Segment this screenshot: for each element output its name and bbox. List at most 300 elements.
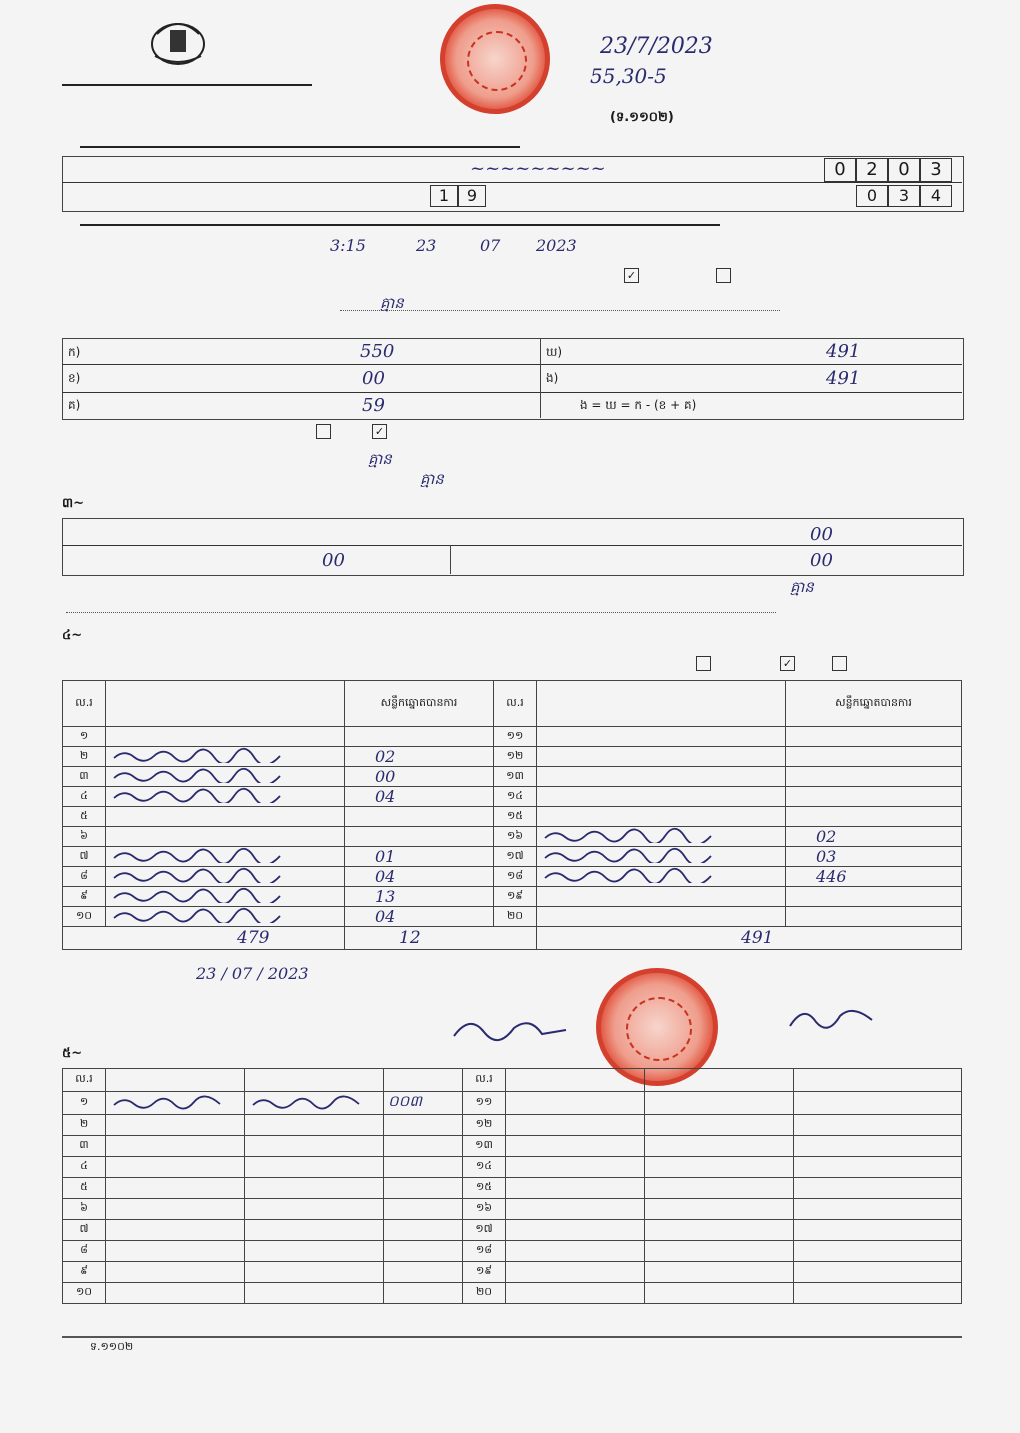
emblem-icon [145,14,211,68]
votes-left [345,827,494,847]
party-name-left [106,727,345,747]
row-no-left-text: ៤ [80,788,88,802]
row-no-left-text: ១០ [75,908,93,922]
section2-note2: គ្មាន [368,450,392,468]
commune-number-boxes [856,185,952,207]
party-name-left [106,747,345,767]
witness-sign-right [794,1092,962,1115]
row-no-left [63,747,106,767]
checkbox-different [716,268,731,283]
count-year: 2023 [536,236,577,255]
witness-no-left [63,1199,106,1220]
witness-no-left-text: ១ [79,1095,89,1108]
checkbox-same: ✓ [624,268,639,283]
witness-sign-right [794,1157,962,1178]
section3-value-2: 00 [322,550,345,571]
witness-sign-left [384,1157,463,1178]
witness-no-right [463,1241,506,1262]
station-digit: 0 [824,158,856,182]
total-invalid-value: 12 [399,928,421,948]
row-no-right-text: ១១ [506,728,524,742]
witness-name-right [506,1157,645,1178]
party-name-right [537,747,786,767]
witness-name-right [506,1178,645,1199]
station-digit: 0 [888,158,920,182]
votes-left [345,807,494,827]
row-no-right [494,847,537,867]
party-name-right [537,827,786,847]
count-b-value: 00 [362,368,385,389]
row-no-right [494,887,537,907]
witness-party-right [645,1262,794,1283]
party-name-left [106,827,345,847]
votes-right-text: 02 [816,827,837,846]
witness-no-right-text: ១៣ [475,1138,493,1151]
row-no-left-text: ៣ [79,768,89,782]
witness-name-left [106,1157,245,1178]
votes-left-text: 00 [375,767,396,786]
witness-sign-left [384,1283,463,1304]
witness-sign-right [794,1262,962,1283]
witness-no-right [463,1157,506,1178]
witness-no-right [463,1115,506,1136]
party-name-right [537,847,786,867]
witness-sign-left [384,1092,463,1115]
witness-party-right [645,1157,794,1178]
witness-name-right [506,1262,645,1283]
handwritten-party-name [110,787,290,803]
votes-left-text: 01 [375,847,396,866]
row-no-right [494,787,537,807]
votes-left [345,907,494,927]
witness-col-party-left [245,1069,384,1092]
counts-row-divider [62,392,962,393]
row-no-left [63,807,106,827]
footer-code: ទ.១១០២ [90,1340,134,1353]
witness-party-left [245,1178,384,1199]
section4-number: ៤~ [62,628,83,643]
witness-sign-right [794,1136,962,1157]
witness-party-left [245,1136,384,1157]
row-no-left-text: ២ [79,748,89,762]
section5-number: ៥~ [62,1046,83,1061]
form-code: (ទ.១១០២) [610,110,674,125]
witness-col-no-right: ល.រ [463,1069,506,1092]
handwritten-party-name [110,747,290,763]
votes-left-text: 13 [375,887,396,906]
section2-note3: គ្មាន [420,470,444,488]
witness-no-right-text: ១២ [475,1117,493,1130]
row-no-right-text: ២០ [506,908,524,922]
row-no-right [494,747,537,767]
votes-right [786,867,962,887]
witness-no-right [463,1220,506,1241]
witness-sign-left [384,1199,463,1220]
count-c-label: គ) [68,398,81,412]
row-no-left [63,867,106,887]
commune-digit: 0 [856,185,888,207]
row-no-right [494,727,537,747]
witness-sign-left [384,1178,463,1199]
witness-no-left-text: ២ [79,1117,89,1130]
row-no-left [63,767,106,787]
table-row [63,867,962,887]
section3-col-divider [450,545,451,574]
table-row [63,767,962,787]
witness-no-right [463,1178,506,1199]
witness-party-left [245,1199,384,1220]
count-a-value: 550 [360,341,395,362]
witness-party-right [645,1092,794,1115]
handwritten-party-name [110,847,290,863]
col-party-left [106,681,345,727]
row-no-left-text: ៨ [80,868,88,882]
col-no-right: ល.រ [494,681,537,727]
row-no-right-text: ១៤ [506,788,524,802]
witness-no-right [463,1283,506,1304]
checkbox-three-sheets [832,656,847,671]
province-digit: 1 [430,185,458,207]
party-name-left [106,847,345,867]
section3-note: គ្មាន [790,578,814,596]
total-valid-value: 479 [237,928,270,948]
witness-name-left [106,1241,245,1262]
witness-no-right-text: ១១ [475,1095,493,1108]
votes-left [345,727,494,747]
votes-right [786,727,962,747]
witness-row [63,1178,962,1199]
witness-row [63,1199,962,1220]
col-votes-right: សន្លឹកឆ្នោតបានការ [786,681,962,727]
witness-no-left [63,1178,106,1199]
table-row [63,747,962,767]
witness-col-party-right [645,1069,794,1092]
votes-left [345,887,494,907]
witness-sign-right [794,1115,962,1136]
votes-left-text: 04 [375,867,396,886]
row-no-right [494,807,537,827]
witness-col-sign-left [384,1069,463,1092]
party-votes-table [62,680,962,950]
count-b-label: ខ) [68,371,81,385]
handwritten-party-name [110,887,290,903]
header-title-line [62,84,312,86]
row-no-left-text: ៦ [80,828,88,842]
witness-party-left [245,1092,384,1115]
witness-col-no-left: ល.រ [63,1069,106,1092]
witness-name-right [506,1199,645,1220]
count-d-label: ឃ) [546,345,563,359]
col-no-left: ល.រ [63,681,106,727]
signature-chair [450,1010,570,1046]
commune-digit: 4 [920,185,952,207]
witness-no-left [63,1241,106,1262]
handwritten-ref: 55,30-5 [590,64,667,88]
handwritten-party-name [541,847,721,863]
commune-digit: 3 [888,185,920,207]
party-name-right [537,887,786,907]
party-name-left [106,887,345,907]
witness-sign-left [384,1115,463,1136]
row-no-right [494,767,537,787]
table-row [63,907,962,927]
witness-sign-right [794,1220,962,1241]
witness-name-left [106,1283,245,1304]
witness-name-right [506,1136,645,1157]
witness-no-right-text: ២០ [475,1285,493,1298]
party-name-right [537,867,786,887]
party-name-right [537,807,786,827]
witness-sign-right [794,1241,962,1262]
witness-row [63,1241,962,1262]
witness-party-right [645,1136,794,1157]
votes-left-text: 04 [375,907,396,926]
province-digit: 9 [458,185,486,207]
handwritten-entry [110,1094,230,1110]
row-no-left [63,827,106,847]
votes-right [786,907,962,927]
section3-value-1: 00 [810,524,833,545]
witness-no-right [463,1262,506,1283]
row-no-left [63,887,106,907]
witness-sign-left-text: ០០៣ [388,1092,423,1110]
row-no-left-text: ៧ [79,848,89,862]
witness-name-left [106,1199,245,1220]
handwritten-entry [249,1094,369,1110]
party-name-left [106,807,345,827]
handwritten-party-name [110,867,290,883]
counts-row-divider [62,364,962,365]
province-number-boxes [430,185,486,207]
witness-party-right [645,1220,794,1241]
witness-no-left-text: ៩ [80,1264,88,1277]
checkbox-two-sheets: ✓ [780,656,795,671]
witness-no-right-text: ១៥ [475,1180,493,1193]
witness-party-left [245,1241,384,1262]
table-row [63,827,962,847]
witness-no-left [63,1157,106,1178]
witness-no-left-text: ៧ [79,1222,89,1235]
section2-note: គ្មាន [380,294,404,312]
col-party-right [537,681,786,727]
witness-table [62,1068,962,1304]
signature-secretary [786,1002,876,1038]
votes-left [345,747,494,767]
witness-row [63,1283,962,1304]
witness-name-right [506,1220,645,1241]
witness-no-right-text: ១៦ [475,1201,493,1214]
witness-row [63,1262,962,1283]
votes-left [345,767,494,787]
table-row [63,727,962,747]
witness-no-right [463,1092,506,1115]
handwritten-date: 23/7/2023 [600,34,713,59]
table-row [63,887,962,907]
witness-party-left [245,1220,384,1241]
witness-party-left [245,1115,384,1136]
witness-name-right [506,1283,645,1304]
witness-party-left [245,1157,384,1178]
count-month: 07 [480,236,501,255]
count-c-value: 59 [362,395,385,416]
witness-row [63,1220,962,1241]
witness-sign-right [794,1283,962,1304]
witness-party-left [245,1262,384,1283]
witness-col-name-right [506,1069,645,1092]
witness-row [63,1157,962,1178]
witness-sign-right [794,1199,962,1220]
party-name-right [537,907,786,927]
party-name-right [537,767,786,787]
witness-row [63,1115,962,1136]
witness-row [63,1136,962,1157]
witness-no-right-text: ១៤ [475,1159,493,1172]
votes-right-text: 446 [816,867,847,886]
witness-name-left [106,1115,245,1136]
votes-left [345,787,494,807]
votes-right [786,747,962,767]
witness-name-left [106,1136,245,1157]
section3-value-3: 00 [810,550,833,571]
section1-heading-line [80,146,520,148]
witness-name-right [506,1115,645,1136]
handwritten-party-name [541,827,721,843]
witness-sign-left [384,1262,463,1283]
witness-sign-left [384,1241,463,1262]
votes-left [345,847,494,867]
count-time: 3:15 [330,236,366,255]
count-e-value: 491 [826,368,861,389]
row-no-left [63,907,106,927]
witness-no-right [463,1199,506,1220]
section2-heading-line [80,224,720,226]
table-row [63,807,962,827]
table-row [63,847,962,867]
row-no-right-text: ១២ [506,748,524,762]
counts-col-divider [540,338,541,418]
witness-name-right [506,1241,645,1262]
checkbox-none: ✓ [372,424,387,439]
checkbox-one-sheet [696,656,711,671]
party-name-left [106,787,345,807]
witness-col-sign-right [794,1069,962,1092]
votes-right [786,847,962,867]
row-no-right [494,867,537,887]
section1-row-divider [62,182,962,183]
witness-no-left [63,1262,106,1283]
witness-party-right [645,1241,794,1262]
votes-right [786,767,962,787]
count-date: 23 / 07 / 2023 [196,964,309,983]
votes-right [786,807,962,827]
section3-number: ៣~ [62,496,85,511]
votes-right-text: 03 [816,847,837,866]
witness-no-left-text: ៨ [80,1243,88,1256]
station-digit: 3 [920,158,952,182]
row-no-left-text: ៩ [80,888,88,902]
votes-left-text: 02 [375,747,396,766]
total-in-box-cell [537,927,962,950]
count-d-value: 491 [826,341,861,362]
witness-party-left [245,1283,384,1304]
votes-left [345,867,494,887]
votes-left-text: 04 [375,787,396,806]
witness-sign-left [384,1136,463,1157]
row-no-right-text: ១៦ [506,828,524,842]
count-day: 23 [416,236,437,255]
witness-no-left [63,1283,106,1304]
witness-no-right-text: ១៧ [475,1222,493,1235]
witness-col-name-left [106,1069,245,1092]
witness-sign-right [794,1178,962,1199]
witness-party-right [645,1283,794,1304]
party-name-left [106,767,345,787]
checkbox-has [316,424,331,439]
witness-party-right [645,1199,794,1220]
witness-name-left [106,1092,245,1115]
count-a-label: ក) [68,345,81,359]
total-valid-cell [63,927,345,950]
witness-no-left-text: ១០ [75,1285,93,1298]
table-row [63,787,962,807]
party-name-left [106,867,345,887]
witness-no-left [63,1220,106,1241]
section3-dotted [66,612,776,613]
witness-party-right [645,1178,794,1199]
row-no-right-text: ១៥ [506,808,524,822]
witness-no-right-text: ១៩ [475,1264,493,1277]
witness-no-left [63,1115,106,1136]
section2-note-dotted [340,310,780,311]
row-no-right [494,907,537,927]
row-no-left-text: ១ [79,728,89,742]
total-in-box-value: 491 [741,928,774,948]
witness-row [63,1092,962,1115]
row-no-left [63,727,106,747]
row-no-left [63,847,106,867]
witness-name-right [506,1092,645,1115]
count-formula: ង = ឃ = ក - (ខ + គ) [580,398,697,412]
total-invalid-cell [345,927,537,950]
row-no-right [494,827,537,847]
official-seal-top [440,4,550,114]
witness-no-left [63,1136,106,1157]
row-no-right-text: ១៣ [506,768,524,782]
party-name-right [537,787,786,807]
votes-right [786,787,962,807]
witness-name-left [106,1262,245,1283]
footer-divider [62,1336,962,1338]
witness-no-left-text: ៣ [79,1138,89,1151]
handwritten-party-name [541,867,721,883]
station-number-boxes [824,158,952,182]
row-no-left-text: ៥ [80,808,88,822]
witness-no-left-text: ៦ [80,1201,88,1214]
witness-no-left-text: ៥ [80,1180,88,1193]
witness-name-left [106,1178,245,1199]
station-digit: 2 [856,158,888,182]
handwritten-party-name [110,907,290,923]
row-no-right-text: ១៨ [506,868,524,882]
station-name-handwritten: ~~~~~~~~~ [470,158,606,179]
row-no-left [63,787,106,807]
witness-no-right [463,1136,506,1157]
row-no-right-text: ១៧ [506,848,524,862]
row-no-right-text: ១៩ [506,888,524,902]
handwritten-party-name [110,767,290,783]
votes-right [786,887,962,907]
witness-party-right [645,1115,794,1136]
